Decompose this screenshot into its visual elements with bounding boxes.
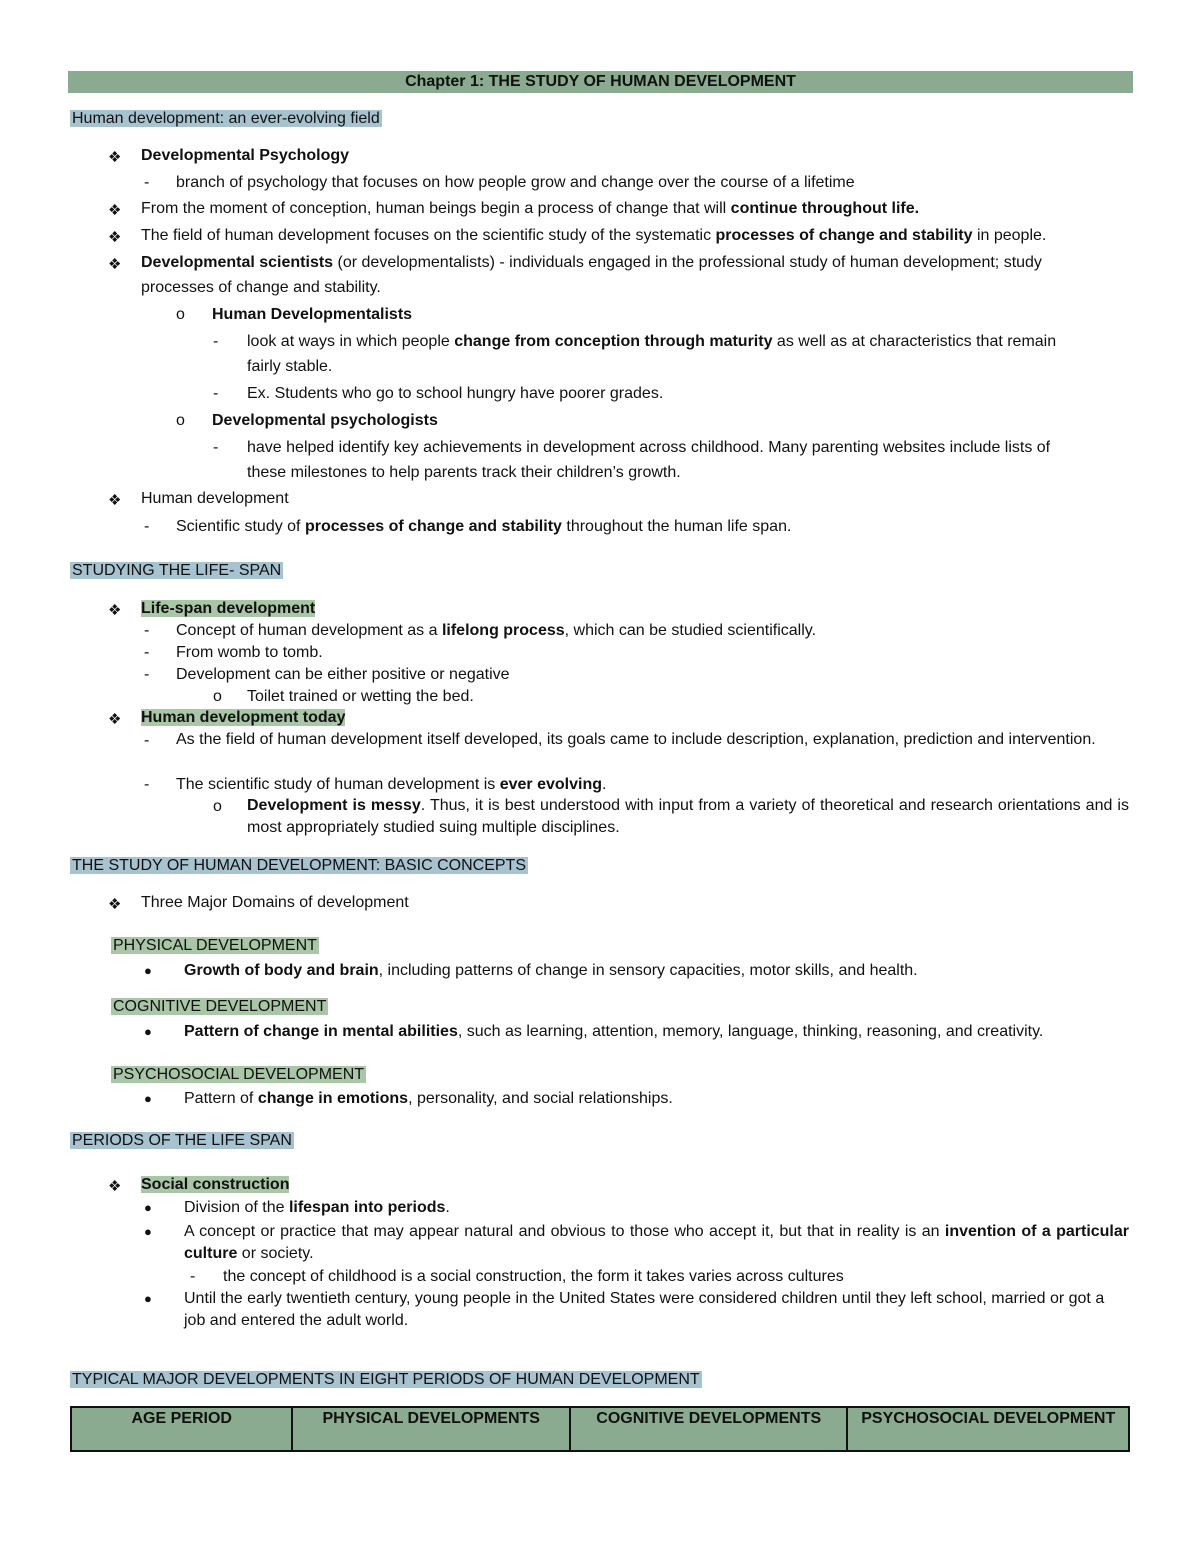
lifespan-def-1: Concept of human development as a lifelong process, which can be studied scientifically.: [176, 622, 817, 639]
lifespan-def-2: From womb to tomb.: [176, 644, 323, 661]
circle-bullet: o: [176, 306, 185, 323]
section-heading: THE STUDY OF HUMAN DEVELOPMENT: BASIC CONCEPTS: [72, 857, 526, 874]
diamond-bullet-icon: ❖: [108, 149, 122, 166]
term-developmental-psychology: Developmental Psychology: [141, 147, 350, 164]
dash-bullet: -: [144, 518, 150, 535]
dash-bullet: -: [213, 439, 219, 456]
today-def-3: Development is messy. Thus, it is best understood with input from a variety of theoretical and research orientations and is most appropriately studied suing multiple disciplines.: [247, 797, 1129, 836]
human-development-def: Scientific study of processes of change and stability throughout the human life span.: [176, 518, 792, 535]
diamond-bullet-icon: ❖: [108, 711, 122, 728]
diamond-bullet-icon: ❖: [108, 602, 122, 619]
dash-bullet: -: [144, 666, 150, 683]
subheading-cognitive: COGNITIVE DEVELOPMENT: [113, 998, 327, 1015]
dash-bullet: -: [213, 333, 219, 350]
lifespan-def-3: Development can be either positive or negative: [176, 666, 510, 683]
diamond-bullet-icon: ❖: [108, 202, 122, 219]
example-text: Ex. Students who go to school hungry have poorer grades.: [247, 385, 664, 402]
dash-bullet: -: [144, 776, 150, 793]
today-def-1: As the field of human development itself developed, its goals came to include description, explanation, prediction and intervention.: [176, 731, 1096, 748]
social-construction-example: the concept of childhood is a social construction, the form it takes varies across cultures: [223, 1268, 844, 1285]
round-bullet: ●: [144, 963, 152, 978]
psychosocial-def: Pattern of change in emotions, personality, and social relationships.: [184, 1090, 673, 1107]
social-construction-def-1: Division of the lifespan into periods.: [184, 1199, 450, 1216]
cognitive-def: Pattern of change in mental abilities, such as learning, attention, memory, language, thinking, reasoning, and creativity.: [184, 1023, 1044, 1040]
dash-bullet: -: [144, 622, 150, 639]
dash-bullet: -: [213, 385, 219, 402]
lifespan-example: Toilet trained or wetting the bed.: [247, 688, 474, 705]
round-bullet: ●: [144, 1091, 152, 1106]
section-heading: PERIODS OF THE LIFE SPAN: [72, 1132, 292, 1149]
section-heading: TYPICAL MAJOR DEVELOPMENTS IN EIGHT PERIODS OF HUMAN DEVELOPMENT: [72, 1371, 700, 1388]
social-construction-def-2: A concept or practice that may appear natural and obvious to those who accept it, but that in reality is an invention of a particular culture or society.: [184, 1223, 1130, 1262]
column-header-psychosocial: PSYCHOSOCIAL DEVELOPMENT: [847, 1407, 1129, 1451]
developmentalists-def-cont: fairly stable.: [247, 358, 333, 375]
chapter-title: Chapter 1: THE STUDY OF HUMAN DEVELOPMENT: [68, 71, 1133, 93]
column-header-physical: PHYSICAL DEVELOPMENTS: [292, 1407, 570, 1451]
diamond-bullet-icon: ❖: [108, 896, 122, 913]
psychologists-def: have helped identify key achievements in development across childhood. Many parenting websites include lists of: [247, 439, 1051, 456]
psychologists-def-cont: these milestones to help parents track their children’s growth.: [247, 464, 681, 481]
round-bullet: ●: [144, 1224, 152, 1239]
scientists-text-cont: processes of change and stability.: [141, 279, 381, 296]
round-bullet: ●: [144, 1200, 152, 1215]
column-header-age-period: AGE PERIOD: [71, 1407, 292, 1451]
dash-bullet: -: [144, 732, 150, 749]
subheading-physical: PHYSICAL DEVELOPMENT: [113, 937, 317, 954]
dash-bullet: -: [144, 644, 150, 661]
subheading-psychosocial: PSYCHOSOCIAL DEVELOPMENT: [113, 1066, 365, 1083]
term-social-construction: Social construction: [141, 1176, 290, 1193]
circle-bullet: o: [213, 688, 222, 705]
periods-table: [70, 1406, 1130, 1452]
round-bullet: ●: [144, 1291, 152, 1306]
diamond-bullet-icon: ❖: [108, 492, 122, 509]
social-construction-def-3: Until the early twentieth century, young people in the United States were considered children until they left school, married or got a job and entered the adult world.: [184, 1290, 1105, 1329]
dash-bullet: -: [190, 1268, 196, 1285]
diamond-bullet-icon: ❖: [108, 229, 122, 246]
term-human-development-today: Human development today: [141, 709, 346, 726]
dash-bullet: -: [144, 174, 150, 191]
column-header-cognitive: COGNITIVE DEVELOPMENTS: [570, 1407, 848, 1451]
term-human-developmentalists: Human Developmentalists: [212, 306, 413, 323]
round-bullet: ●: [144, 1024, 152, 1039]
domains-text: Three Major Domains of development: [141, 894, 409, 911]
diamond-bullet-icon: ❖: [108, 1178, 122, 1195]
table-header-row: [71, 1407, 1129, 1451]
field-text: The field of human development focuses on the scientific study of the systematic processes of change and stability in people.: [141, 227, 1047, 244]
diamond-bullet-icon: ❖: [108, 256, 122, 273]
conception-text: From the moment of conception, human beings begin a process of change that will continue throughout life.: [141, 200, 920, 217]
developmentalists-def: look at ways in which people change from conception through maturity as well as at characteristics that remain: [247, 333, 1057, 350]
scientists-text: Developmental scientists (or developmentalists) - individuals engaged in the professional study of human development; study: [141, 254, 1042, 271]
term-life-span-development: Life-span development: [141, 600, 316, 617]
section-heading: STUDYING THE LIFE- SPAN: [72, 562, 282, 579]
term-developmental-psychologists: Developmental psychologists: [212, 412, 438, 429]
circle-bullet: o: [213, 798, 222, 815]
physical-def: Growth of body and brain, including patterns of change in sensory capacities, motor skills, and health.: [184, 962, 918, 979]
section-heading: Human development: an ever-evolving field: [72, 110, 380, 127]
today-def-2: The scientific study of human development is ever evolving.: [176, 776, 607, 793]
circle-bullet: o: [176, 412, 185, 429]
definition-text: branch of psychology that focuses on how people grow and change over the course of a lifetime: [176, 174, 855, 191]
term-human-development: Human development: [141, 490, 289, 507]
